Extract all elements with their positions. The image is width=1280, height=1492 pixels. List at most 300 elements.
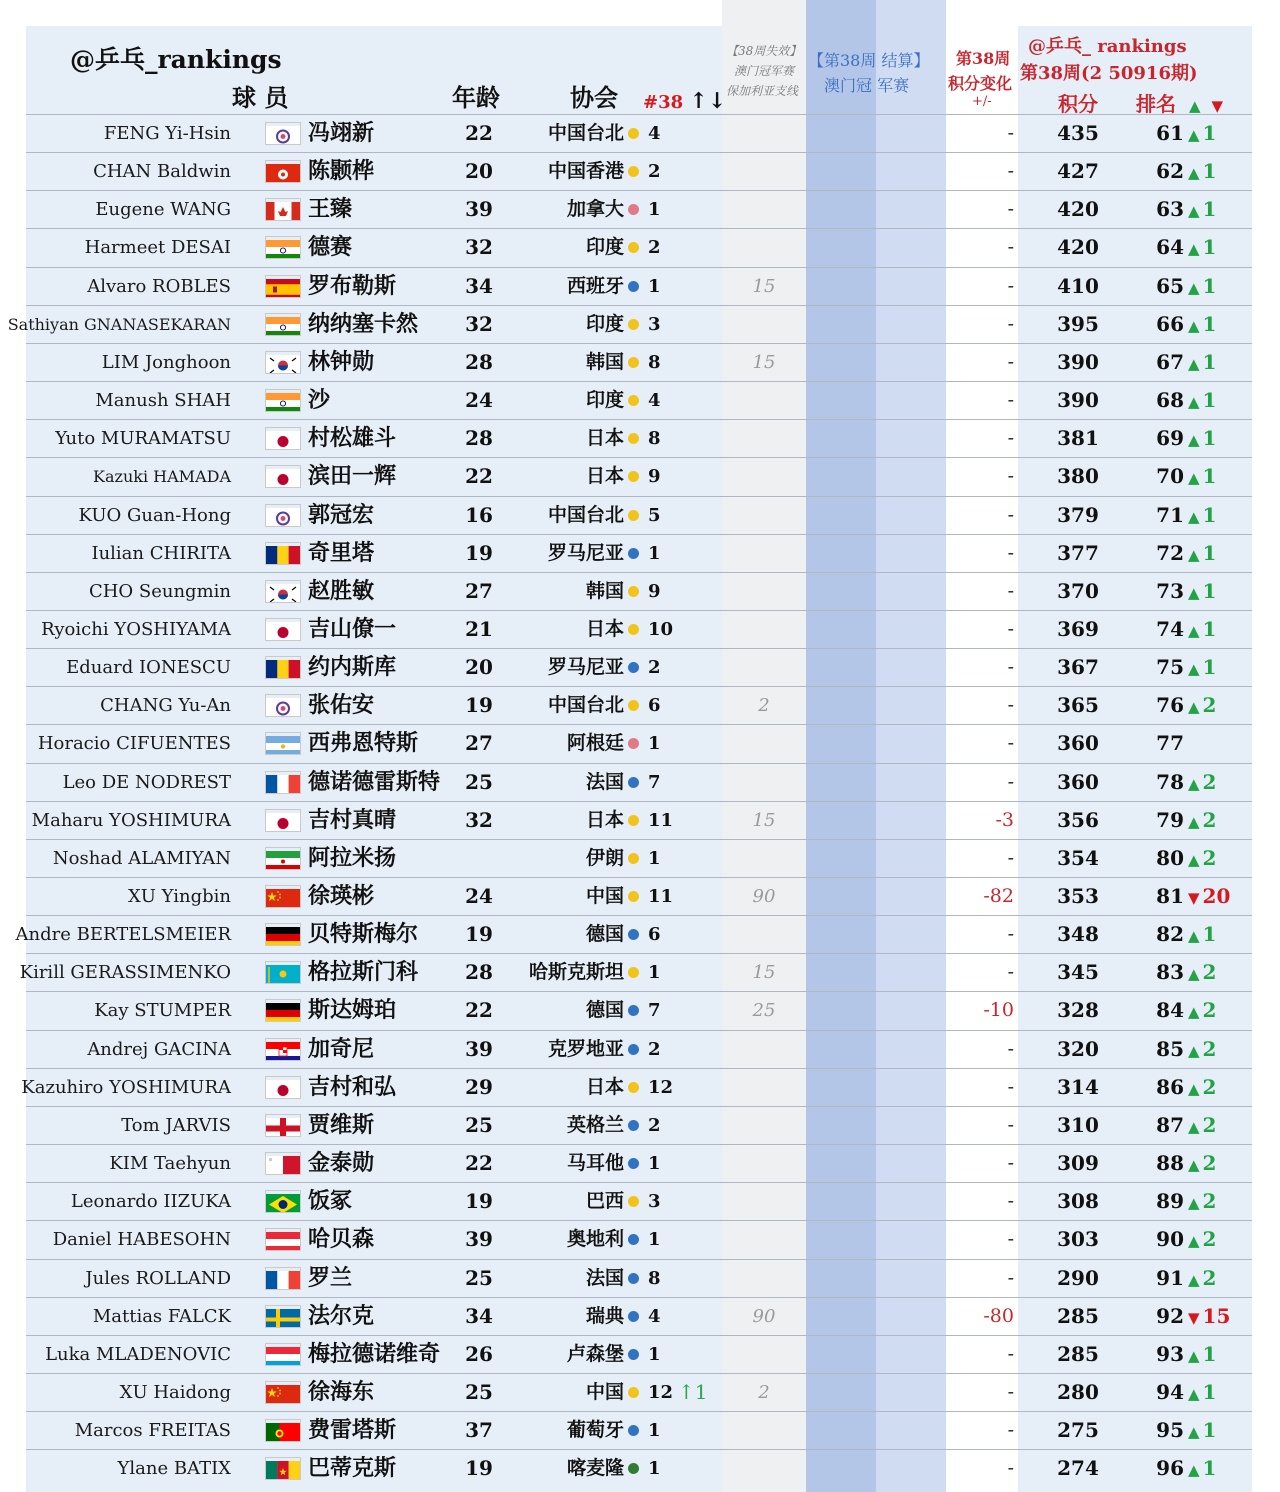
- player-name-cn: 德赛: [308, 234, 353, 260]
- current-rank: 81: [1156, 884, 1184, 908]
- rank-movement: [1188, 420, 1216, 457]
- rank-movement-value: 1: [1202, 579, 1217, 603]
- rank-movement: [1188, 1183, 1216, 1220]
- player-age: 34: [465, 1304, 493, 1328]
- player-age: 29: [465, 1075, 493, 1099]
- up-triangle-icon: ▲: [1188, 1080, 1200, 1098]
- rank-movement: [1188, 954, 1216, 991]
- rank-movement: [1188, 1031, 1216, 1068]
- player-name-cn: 郭冠宏: [308, 502, 375, 528]
- rank-movement-value: 1: [1202, 426, 1217, 450]
- country-flag-icon: [265, 1076, 301, 1099]
- table-row[interactable]: [26, 534, 1252, 572]
- player-age: 32: [465, 235, 493, 259]
- player-age: 27: [465, 731, 493, 755]
- player-name-cn: 西弗恩特斯: [308, 730, 419, 756]
- expiring-points: 90: [752, 886, 776, 907]
- player-association: 日本: [585, 465, 624, 487]
- association-dot-icon: [628, 1273, 639, 1284]
- total-points: 360: [1057, 731, 1099, 755]
- table-row[interactable]: [26, 1106, 1252, 1144]
- table-row[interactable]: [26, 114, 1252, 152]
- up-triangle-icon: ▲: [1188, 965, 1200, 983]
- table-row[interactable]: [19, 953, 1252, 991]
- player-name-en: XU Haidong: [119, 1382, 231, 1403]
- rank-movement-value: 1: [1202, 197, 1217, 221]
- player-association: 伊朗: [585, 847, 624, 869]
- current-rank: 67: [1156, 350, 1184, 374]
- player-association: 德国: [585, 999, 624, 1021]
- total-points: 410: [1057, 274, 1099, 298]
- total-points: 395: [1057, 312, 1099, 336]
- total-points: 285: [1057, 1342, 1099, 1366]
- player-name-en: CHANG Yu-An: [100, 695, 231, 716]
- total-points: 354: [1057, 846, 1099, 870]
- col-assoc-header: 协会: [570, 83, 618, 112]
- table-row[interactable]: [26, 228, 1252, 266]
- points-change: -: [1007, 504, 1014, 526]
- down-triangle-icon: ▼: [1211, 97, 1224, 115]
- up-triangle-icon: ▲: [1188, 126, 1200, 144]
- table-row[interactable]: [26, 1220, 1252, 1258]
- rank-movement: [1188, 687, 1216, 724]
- rank-movement: [1188, 535, 1216, 572]
- points-change: -: [1007, 618, 1014, 640]
- current-rank: 68: [1156, 388, 1184, 412]
- rank-movement-value: 1: [1202, 503, 1217, 527]
- rank-movement: [1188, 1107, 1216, 1144]
- player-association: 德国: [585, 923, 624, 945]
- rank-movement-value: 2: [1202, 960, 1217, 984]
- player-age: 22: [465, 1151, 493, 1175]
- table-row[interactable]: [26, 419, 1252, 457]
- table-row[interactable]: [26, 152, 1252, 190]
- up-triangle-icon: ▲: [1188, 279, 1200, 297]
- rank-movement-value: 1: [1202, 1380, 1217, 1404]
- week38-count: 6: [648, 924, 661, 945]
- points-change: -: [1007, 1228, 1014, 1250]
- country-flag-icon: [265, 618, 301, 641]
- week38-count: 1: [648, 1420, 661, 1441]
- expiring-points: 15: [752, 962, 776, 983]
- up-triangle-icon: ▲: [1188, 1347, 1200, 1365]
- player-name-en: Andrej GACINA: [87, 1039, 231, 1060]
- player-name-en: Manush SHAH: [95, 390, 231, 411]
- current-rank: 84: [1156, 998, 1184, 1022]
- expiring-points: 15: [752, 352, 776, 373]
- week38-count: 1: [648, 1229, 661, 1250]
- up-triangle-icon: ▲: [1188, 584, 1200, 602]
- player-age: 25: [465, 1380, 493, 1404]
- player-name-cn: 罗兰: [308, 1265, 353, 1291]
- week38-count: 1: [648, 543, 661, 564]
- player-association: 韩国: [585, 351, 624, 373]
- settle-header-sub: 澳门冠 军赛: [824, 76, 910, 95]
- association-dot-icon: [628, 319, 639, 330]
- points-change: -: [1007, 923, 1014, 945]
- player-name-cn: 吉村和弘: [308, 1074, 397, 1100]
- points-change: -: [1007, 1190, 1014, 1212]
- up-triangle-icon: ▲: [1188, 1271, 1200, 1289]
- player-age: 19: [465, 922, 493, 946]
- player-name-en: Tom JARVIS: [121, 1115, 231, 1136]
- table-row[interactable]: [26, 686, 1252, 724]
- player-name-cn: 罗布勒斯: [308, 273, 397, 299]
- rank-header-label: 排名: [1136, 92, 1176, 116]
- table-row[interactable]: [26, 1144, 1252, 1182]
- table-row[interactable]: [26, 763, 1252, 801]
- rank-movement-value: 2: [1202, 770, 1217, 794]
- table-row[interactable]: [26, 724, 1252, 762]
- total-points: 348: [1057, 922, 1099, 946]
- current-rank: 65: [1156, 274, 1184, 298]
- up-triangle-icon: ▲: [1188, 240, 1200, 258]
- player-name-en: Andre BERTELSMEIER: [15, 924, 231, 945]
- total-points: 420: [1057, 197, 1099, 221]
- association-dot-icon: [628, 166, 639, 177]
- table-row[interactable]: [26, 1373, 1252, 1411]
- points-change: -: [1007, 1419, 1014, 1441]
- player-name-cn: 法尔克: [308, 1303, 375, 1329]
- up-triangle-icon: ▲: [1188, 393, 1200, 411]
- player-age: 28: [465, 350, 493, 374]
- rank-movement: [1188, 191, 1216, 228]
- rank-movement: [1188, 764, 1216, 801]
- player-name-en: Yuto MURAMATSU: [55, 428, 231, 449]
- rank-movement: [1188, 458, 1216, 495]
- player-association: 印度: [585, 389, 624, 411]
- down-triangle-icon: ▼: [1188, 889, 1200, 907]
- player-name-cn: 林钟勋: [308, 349, 375, 375]
- expiring-points: 25: [752, 1000, 776, 1021]
- player-association: 罗马尼亚: [547, 542, 624, 564]
- up-triangle-icon: ▲: [1188, 1042, 1200, 1060]
- player-name-en: FENG Yi-Hsin: [103, 123, 231, 144]
- points-change: -: [1007, 1076, 1014, 1098]
- table-row[interactable]: [26, 1411, 1252, 1449]
- up-triangle-icon: ▲: [1188, 1003, 1200, 1021]
- country-flag-icon: [265, 732, 301, 755]
- week38-count: 1: [648, 1458, 661, 1479]
- points-change: -: [1007, 1267, 1014, 1289]
- points-change: -: [1007, 1114, 1014, 1136]
- up-triangle-icon: ▲: [1188, 508, 1200, 526]
- table-row[interactable]: [26, 991, 1252, 1029]
- player-name-cn: 贾维斯: [308, 1112, 375, 1138]
- player-age: 39: [465, 1037, 493, 1061]
- week38-count: 6: [648, 695, 661, 716]
- player-association: 喀麦隆: [566, 1457, 624, 1479]
- total-points: 308: [1057, 1189, 1099, 1213]
- country-flag-icon: [265, 1457, 301, 1480]
- table-row[interactable]: [26, 877, 1252, 915]
- player-name-en: CHO Seungmin: [88, 581, 231, 602]
- player-name-cn: 金泰勋: [308, 1150, 375, 1176]
- sort-arrows-icon[interactable]: ↑↓: [689, 88, 727, 114]
- player-association: 中国: [585, 885, 624, 907]
- rank-movement-value: 2: [1202, 808, 1217, 832]
- country-flag-icon: [265, 427, 301, 450]
- week38-count: 5: [648, 505, 661, 526]
- country-flag-icon: [265, 1381, 301, 1404]
- table-row[interactable]: [26, 343, 1252, 381]
- player-association: 印度: [585, 236, 624, 258]
- player-name-en: Ylane BATIX: [117, 1458, 231, 1479]
- association-dot-icon: [628, 433, 639, 444]
- points-change: -: [1007, 160, 1014, 182]
- rank-movement-value: 2: [1202, 1189, 1217, 1213]
- player-association: 瑞典: [585, 1305, 624, 1327]
- association-dot-icon: [628, 1234, 639, 1245]
- table-row[interactable]: [26, 648, 1252, 686]
- country-flag-icon: [265, 351, 301, 374]
- association-dot-icon: [628, 471, 639, 482]
- rank-movement-value: 20: [1202, 884, 1231, 908]
- player-age: 24: [465, 884, 493, 908]
- player-age: 39: [465, 197, 493, 221]
- player-association: 罗马尼亚: [547, 656, 624, 678]
- rank-movement-value: 2: [1202, 1075, 1217, 1099]
- player-age: 22: [465, 121, 493, 145]
- rank-movement: [1188, 1145, 1216, 1182]
- week38-count: 8: [648, 428, 661, 449]
- points-change: -10: [983, 999, 1014, 1021]
- week38-count: 7: [648, 1000, 661, 1021]
- country-flag-icon: [265, 389, 301, 412]
- total-points: 427: [1057, 159, 1099, 183]
- table-row[interactable]: [26, 801, 1252, 839]
- table-row[interactable]: [26, 1297, 1252, 1335]
- week38-count: 1: [648, 733, 661, 754]
- player-name-cn: 约内斯库: [308, 654, 397, 680]
- player-name-cn: 村松雄斗: [308, 425, 397, 451]
- up-triangle-icon: ▲: [1188, 1156, 1200, 1174]
- week38-count: 7: [648, 772, 661, 793]
- association-dot-icon: [628, 242, 639, 253]
- total-points: 380: [1057, 464, 1099, 488]
- player-name-cn: 斯达姆珀: [308, 997, 397, 1023]
- rank-movement: [1188, 649, 1216, 686]
- rank-movement: [1188, 1260, 1216, 1297]
- table-row[interactable]: [26, 190, 1252, 228]
- player-name-en: Iulian CHIRITA: [91, 543, 231, 564]
- week38-count: 2: [648, 237, 661, 258]
- rank-movement-value: 1: [1202, 350, 1217, 374]
- expire-header-sub2: 保加利亚支线: [726, 84, 799, 98]
- points-change: -: [1007, 389, 1014, 411]
- total-points: 345: [1057, 960, 1099, 984]
- country-flag-icon: [265, 1038, 301, 1061]
- up-triangle-icon: ▲: [1188, 1385, 1200, 1403]
- country-flag-icon: [265, 160, 301, 183]
- player-name-en: Luka MLADENOVIC: [45, 1344, 231, 1365]
- country-flag-icon: [265, 236, 301, 259]
- up-triangle-icon: ▲: [1188, 1461, 1200, 1479]
- week38-count: 4: [648, 390, 661, 411]
- association-dot-icon: [628, 1005, 639, 1016]
- association-dot-icon: [628, 204, 639, 215]
- points-change: -: [1007, 847, 1014, 869]
- total-points: 381: [1057, 426, 1099, 450]
- table-row[interactable]: [26, 496, 1252, 534]
- expiring-points: 15: [752, 276, 776, 297]
- player-name-en: Ryoichi YOSHIYAMA: [41, 619, 231, 640]
- rank-movement: [1188, 840, 1216, 877]
- association-dot-icon: [628, 1158, 639, 1169]
- player-name-cn: 徐瑛彬: [308, 883, 375, 909]
- country-flag-icon: [265, 885, 301, 908]
- player-name-cn: 奇里塔: [308, 540, 375, 566]
- rank-movement: [1188, 1450, 1216, 1487]
- expire-header-sub1: 澳门冠军赛: [734, 64, 795, 78]
- up-triangle-icon: ▲: [1188, 431, 1200, 449]
- current-rank: 87: [1156, 1113, 1184, 1137]
- total-points: 309: [1057, 1151, 1099, 1175]
- player-name-cn: 饭冢: [308, 1188, 353, 1214]
- total-points: 274: [1057, 1456, 1099, 1480]
- player-name-cn: 陈颢桦: [308, 158, 375, 184]
- country-flag-icon: [265, 465, 301, 488]
- rank-movement-value: 2: [1202, 846, 1217, 870]
- rank-movement-value: 1: [1202, 121, 1217, 145]
- points-change: -: [1007, 236, 1014, 258]
- table-row[interactable]: [7, 305, 1252, 343]
- up-triangle-icon: ▲: [1188, 1232, 1200, 1250]
- table-row[interactable]: [26, 1335, 1252, 1373]
- player-age: 22: [465, 998, 493, 1022]
- table-row[interactable]: [21, 1068, 1252, 1106]
- total-points: 390: [1057, 388, 1099, 412]
- association-dot-icon: [628, 1120, 639, 1131]
- player-association: 中国台北: [547, 504, 624, 526]
- table-row[interactable]: [26, 610, 1252, 648]
- table-row[interactable]: [26, 1449, 1252, 1487]
- week38-count: 4: [648, 1306, 661, 1327]
- week38-count: 11: [648, 810, 674, 831]
- player-name-en: Kazuki HAMADA: [93, 467, 231, 486]
- player-association: 加拿大: [566, 198, 624, 220]
- player-name-en: Eduard IONESCU: [66, 657, 231, 678]
- country-flag-icon: [265, 504, 301, 527]
- rank-movement: [1188, 1374, 1216, 1411]
- week38-count: 1: [648, 848, 661, 869]
- player-name-cn: 沙: [308, 387, 331, 413]
- table-row[interactable]: [26, 1182, 1252, 1220]
- rank-movement: [1188, 382, 1216, 419]
- rank-movement-value: 1: [1202, 312, 1217, 336]
- week38-count: 1: [648, 199, 661, 220]
- current-rank: 69: [1156, 426, 1184, 450]
- total-points: 275: [1057, 1418, 1099, 1442]
- table-row[interactable]: [26, 1259, 1252, 1297]
- current-rank: 73: [1156, 579, 1184, 603]
- player-name-cn: 加奇尼: [308, 1036, 375, 1062]
- player-name-cn: 费雷塔斯: [308, 1417, 397, 1443]
- total-points: 353: [1057, 884, 1099, 908]
- current-rank: 77: [1156, 731, 1184, 755]
- total-points: 314: [1057, 1075, 1099, 1099]
- settle-header-title: 【第38周 结算】: [808, 51, 930, 70]
- table-header: [26, 26, 1252, 114]
- player-association: 克罗地亚: [547, 1038, 624, 1060]
- rank-movement-value: 1: [1202, 1456, 1217, 1480]
- table-row[interactable]: [26, 572, 1252, 610]
- current-rank: 96: [1156, 1456, 1184, 1480]
- association-dot-icon: [628, 777, 639, 788]
- table-row[interactable]: [26, 1030, 1252, 1068]
- association-dot-icon: [628, 395, 639, 406]
- current-rank: 72: [1156, 541, 1184, 565]
- player-association: 中国台北: [547, 122, 624, 144]
- association-dot-icon: [628, 662, 639, 673]
- total-points: 435: [1057, 121, 1099, 145]
- rank-movement: [1188, 268, 1216, 305]
- country-flag-icon: [265, 1190, 301, 1213]
- col-week38-header[interactable]: [643, 88, 726, 114]
- week38-count: 8: [648, 352, 661, 373]
- current-rank: 78: [1156, 770, 1184, 794]
- current-rank: 61: [1156, 121, 1184, 145]
- player-age: 39: [465, 1227, 493, 1251]
- table-row[interactable]: [26, 457, 1252, 495]
- player-age: 32: [465, 808, 493, 832]
- player-name-cn: 德诺德雷斯特: [308, 769, 441, 795]
- association-dot-icon: [628, 1044, 639, 1055]
- association-dot-icon: [628, 510, 639, 521]
- current-rank: 62: [1156, 159, 1184, 183]
- player-name-en: CHAN Baldwin: [93, 161, 231, 182]
- player-name-en: Kirill GERASSIMENKO: [19, 962, 231, 983]
- up-triangle-icon: ▲: [1188, 1194, 1200, 1212]
- player-age: 19: [465, 541, 493, 565]
- rank-movement: [1188, 1069, 1216, 1106]
- country-flag-icon: [265, 313, 301, 336]
- association-dot-icon: [628, 1311, 639, 1322]
- table-row[interactable]: [26, 267, 1252, 305]
- rank-movement: [1188, 1221, 1216, 1258]
- current-rank: 66: [1156, 312, 1184, 336]
- points-change: -: [1007, 771, 1014, 793]
- up-triangle-icon: ▲: [1188, 813, 1200, 831]
- table-row[interactable]: [15, 915, 1252, 953]
- player-association: 英格兰: [566, 1114, 624, 1136]
- player-name-cn: 阿拉米扬: [308, 845, 397, 871]
- rank-movement: [1188, 229, 1216, 266]
- country-flag-icon: [265, 542, 301, 565]
- country-flag-icon: [265, 275, 301, 298]
- table-row[interactable]: [26, 381, 1252, 419]
- association-dot-icon: [628, 1196, 639, 1207]
- country-flag-icon: [265, 1152, 301, 1175]
- week38-count: 12: [648, 1382, 674, 1403]
- player-name-cn: 王臻: [308, 196, 353, 222]
- current-rank: 70: [1156, 464, 1184, 488]
- player-association: 卢森堡: [566, 1343, 624, 1365]
- current-rank: 64: [1156, 235, 1184, 259]
- rank-header: [1136, 88, 1223, 117]
- table-row[interactable]: [26, 839, 1252, 877]
- player-association: 中国: [585, 1381, 624, 1403]
- association-dot-icon: [628, 586, 639, 597]
- rank-movement-value: 2: [1202, 693, 1217, 717]
- player-association: 阿根廷: [566, 732, 624, 754]
- right-brand: @乒乓_ rankings: [1028, 36, 1187, 57]
- up-triangle-icon: ▲: [1188, 622, 1200, 640]
- player-name-en: Eugene WANG: [95, 199, 231, 220]
- current-rank: 80: [1156, 846, 1184, 870]
- current-rank: 92: [1156, 1304, 1184, 1328]
- current-rank: 85: [1156, 1037, 1184, 1061]
